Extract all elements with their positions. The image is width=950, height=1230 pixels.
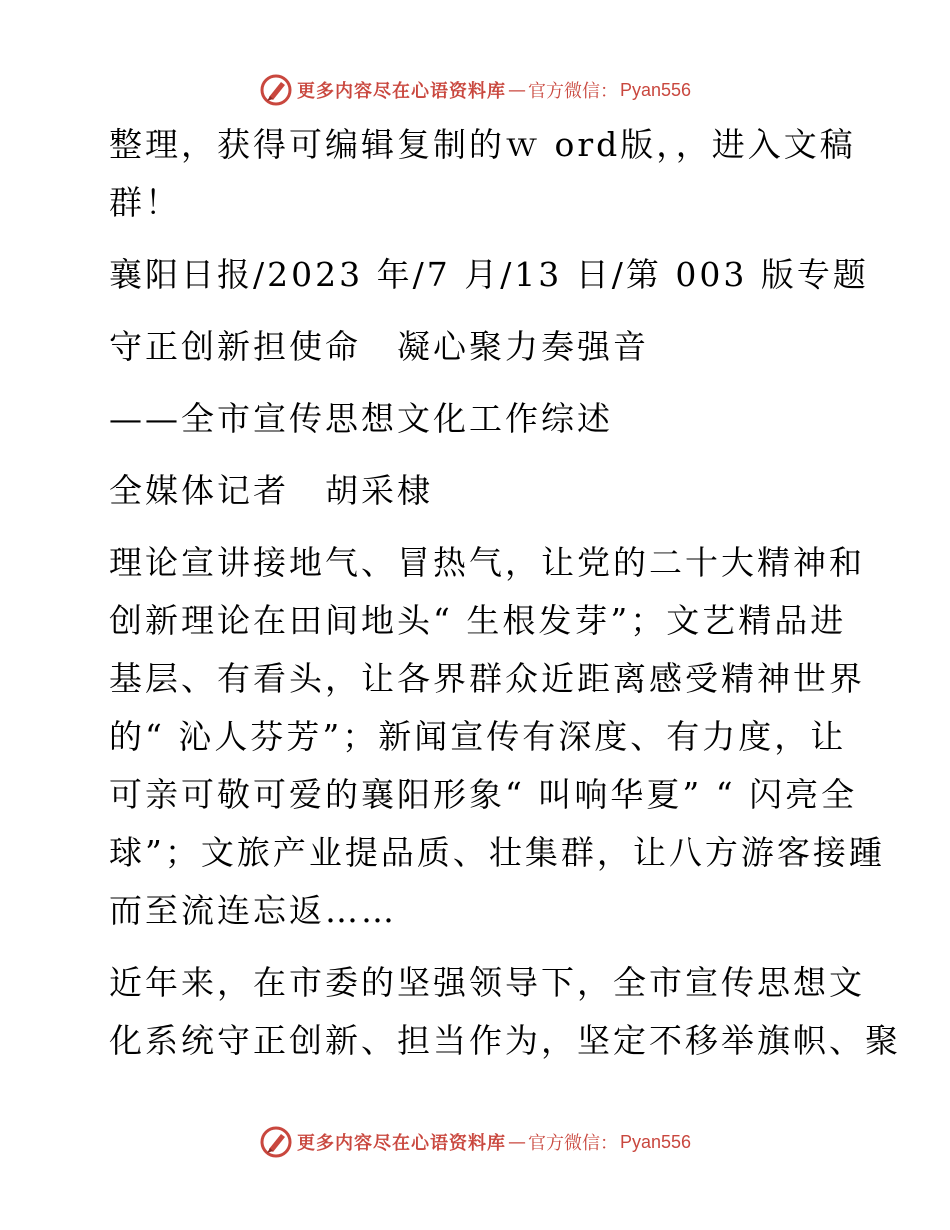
paragraph	[97, 390, 857, 448]
text-line: ——全市宣传思想文化工作综述	[109, 399, 613, 438]
text-line: 的“ 沁人芬芳”；新闻宣传有深度、有力度，让	[109, 717, 847, 756]
text-line: 创新理论在田间地头“ 生根发芽”；文艺精品进	[109, 601, 847, 640]
text-line: 基层、有看头，让各界群众近距离感受精神世界	[109, 659, 865, 698]
watermark-label: 官方微信：	[527, 1133, 618, 1154]
watermark-main-text: 更多内容尽在心语资料库	[296, 81, 506, 102]
text-line: 全媒体记者 胡采棣	[109, 471, 433, 510]
paragraph	[97, 462, 857, 520]
text-line: 理论宣讲接地气、冒热气，让党的二十大精神和	[109, 543, 865, 582]
text-line: 襄阳日报/2023 年/7 月/13 日/第 003 版专题	[109, 255, 869, 294]
paragraph	[97, 246, 869, 304]
paragraph	[97, 534, 885, 940]
text-line: 近年来，在市委的坚强领导下，全市宣传思想文	[109, 963, 865, 1002]
text-line: 群！	[109, 183, 181, 222]
text-line: 守正创新担使命 凝心聚力奏强音	[109, 327, 649, 366]
text-line: 整理，获得可编辑复制的ｗ ord版，，进入文稿	[109, 125, 856, 164]
document-body	[97, 116, 901, 1084]
paragraph	[97, 116, 857, 232]
paragraph	[97, 954, 901, 1070]
text-line: 而至流连忘返……	[109, 891, 397, 930]
text-line: 可亲可敬可爱的襄阳形象“ 叫响华夏” “ 闪亮全	[109, 775, 858, 814]
header-watermark	[0, 70, 950, 110]
watermark-label: 官方微信：	[527, 81, 618, 102]
watermark-separator: —	[507, 79, 526, 101]
watermark-wechat-id: Pyan556	[619, 79, 692, 100]
watermark-separator: —	[507, 1131, 526, 1153]
text-line: 化系统守正创新、担当作为，坚定不移举旗帜、聚	[109, 1021, 901, 1060]
text-line: 球”；文旅产业提品质、壮集群，让八方游客接踵	[109, 833, 885, 872]
watermark-wechat-id: Pyan556	[619, 1131, 692, 1152]
footer-watermark	[0, 1122, 950, 1162]
pen-logo-icon	[259, 1125, 293, 1159]
paragraph	[97, 318, 857, 376]
watermark-main-text: 更多内容尽在心语资料库	[296, 1133, 506, 1154]
pen-logo-icon	[259, 73, 293, 107]
